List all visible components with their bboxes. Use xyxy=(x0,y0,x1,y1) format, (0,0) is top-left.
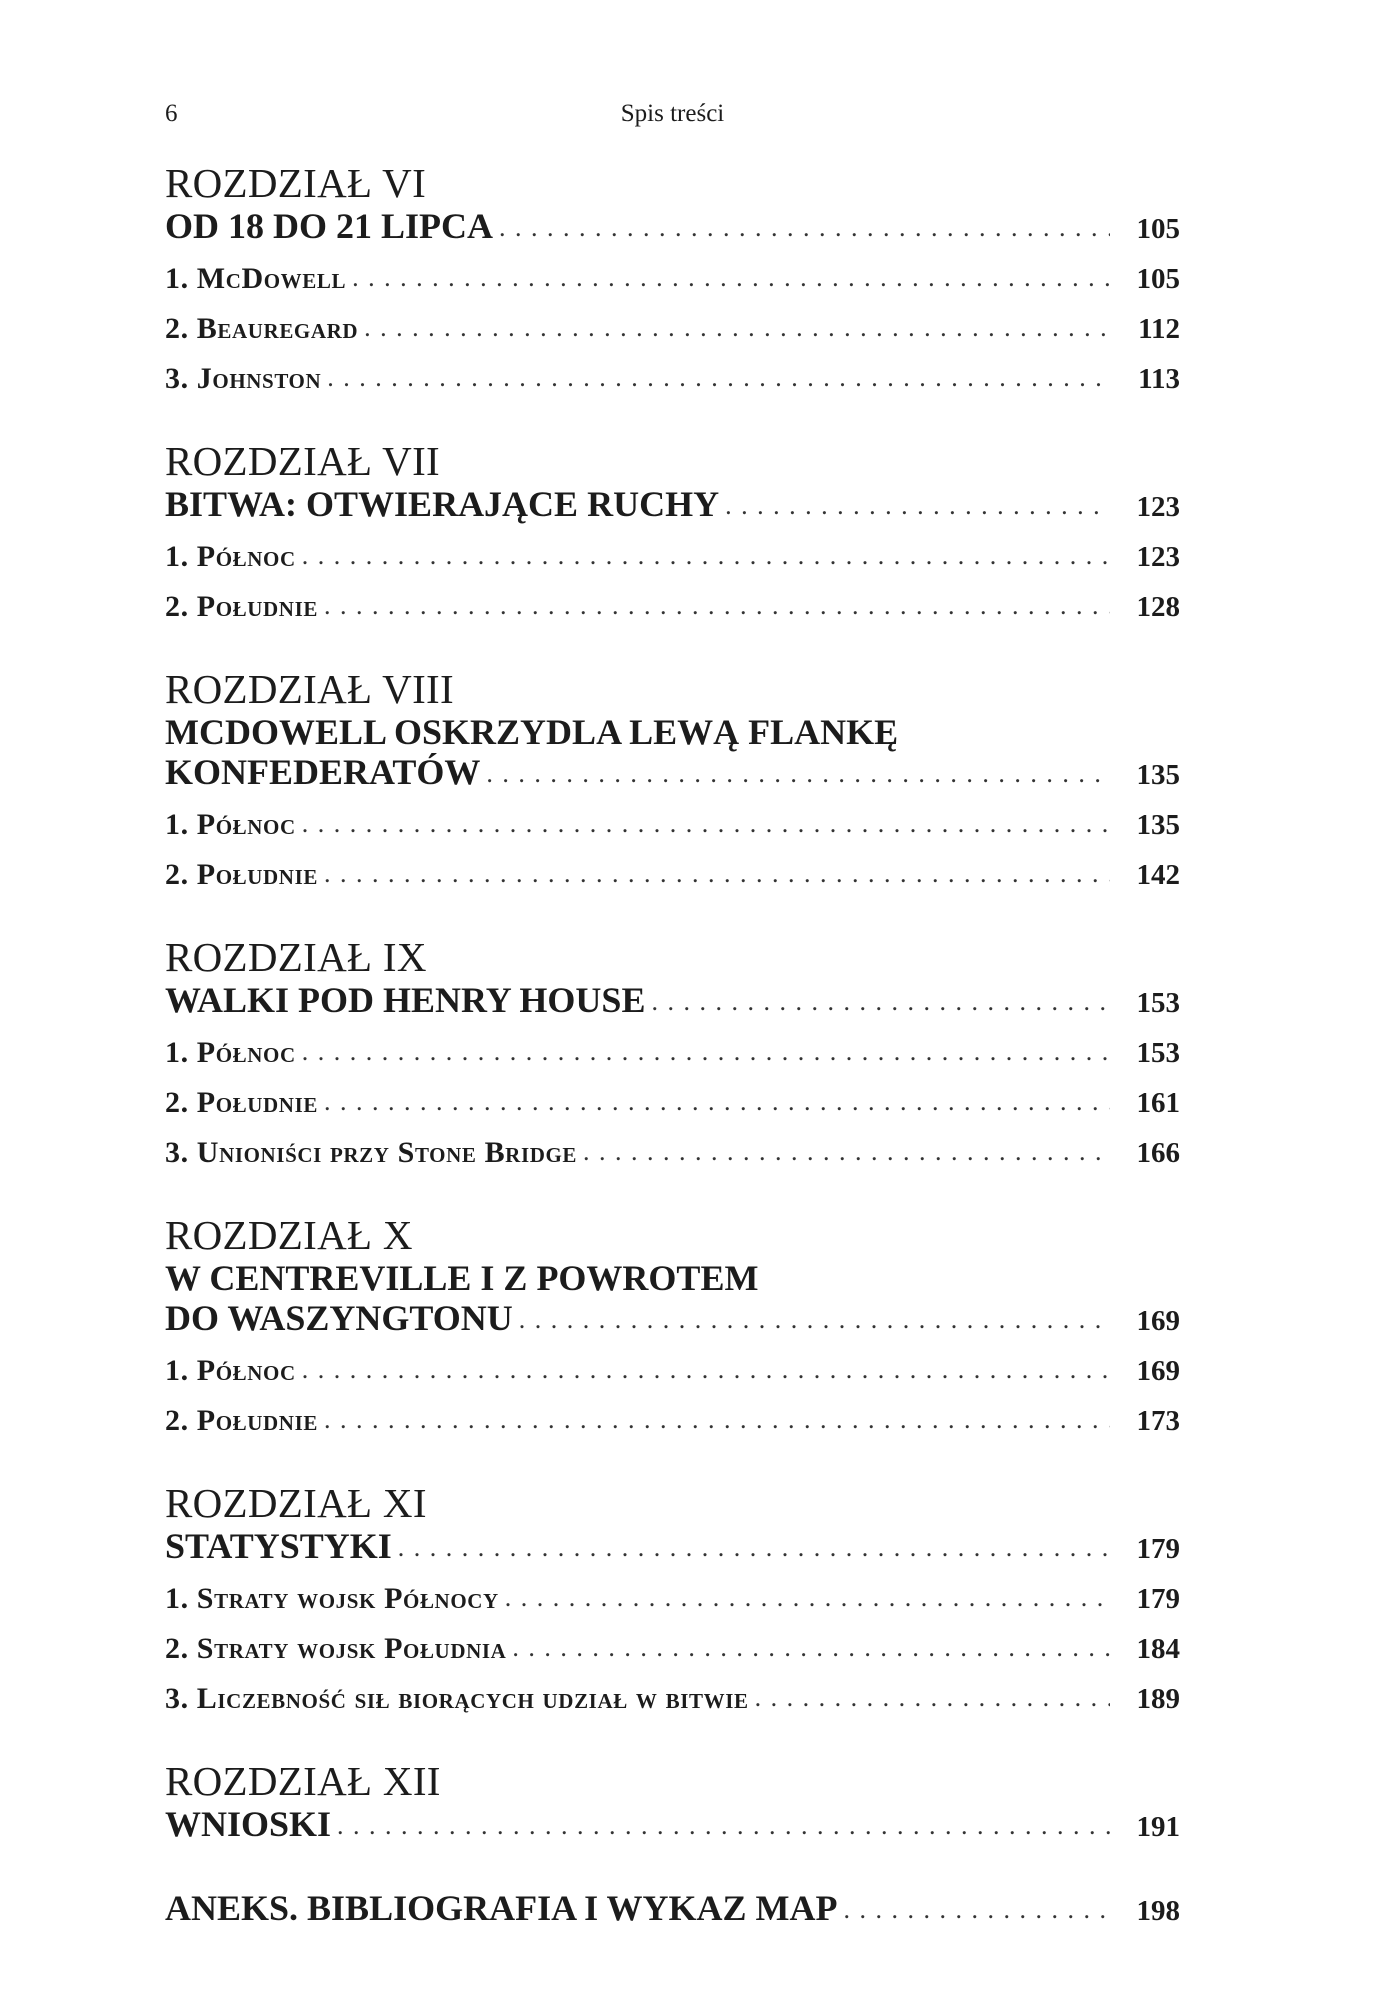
dot-leader xyxy=(505,1583,1110,1613)
dot-leader xyxy=(302,809,1110,839)
section-title: 3. Liczebność sił biorących udział w bitwie xyxy=(165,1682,749,1715)
section-title: 1. Straty wojsk Północy xyxy=(165,1582,499,1615)
toc-section-entry[interactable] xyxy=(165,588,1180,626)
page-ref: 169 xyxy=(1136,1355,1180,1387)
section-title: 3. Johnston xyxy=(165,362,322,395)
chapter-label: ROZDZIAŁ VII xyxy=(165,438,440,484)
chapter-label: ROZDZIAŁ XI xyxy=(165,1480,427,1526)
page-number: 6 xyxy=(165,100,178,127)
toc-section-entry[interactable] xyxy=(165,1580,1180,1618)
dot-leader xyxy=(302,1037,1110,1067)
page-ref: 153 xyxy=(1136,987,1180,1019)
chapter-12 xyxy=(165,1758,1180,1844)
page-ref: 123 xyxy=(1136,491,1180,523)
dot-leader xyxy=(583,1137,1110,1167)
dot-leader xyxy=(755,1683,1110,1713)
page-ref: 191 xyxy=(1136,1811,1180,1843)
dot-leader xyxy=(398,1533,1110,1563)
toc-section-entry[interactable] xyxy=(165,1034,1180,1072)
chapter-title-line: W CENTREVILLE I Z POWROTEM xyxy=(165,1258,759,1298)
page-ref: 142 xyxy=(1136,859,1180,891)
chapter-label: ROZDZIAŁ IX xyxy=(165,934,427,980)
section-title: 1. Północ xyxy=(165,808,296,841)
page-ref: 179 xyxy=(1136,1583,1180,1615)
toc-section-entry[interactable] xyxy=(165,856,1180,894)
chapter-title-entry[interactable] xyxy=(165,752,1180,792)
section-title: 1. Północ xyxy=(165,540,296,573)
chapter-title: WALKI POD HENRY HOUSE xyxy=(165,980,646,1020)
dot-leader xyxy=(725,491,1110,521)
page-ref: 128 xyxy=(1136,591,1180,623)
dot-leader xyxy=(327,363,1110,393)
section-title: 1. McDowell xyxy=(165,262,347,295)
chapter-title-entry[interactable] xyxy=(165,484,1180,524)
dot-leader xyxy=(843,1895,1110,1925)
chapter-title-entry[interactable] xyxy=(165,980,1180,1020)
section-title: 2. Południe xyxy=(165,1086,318,1119)
chapter-title: DO WASZYNGTONU xyxy=(165,1298,513,1338)
page-ref: 189 xyxy=(1136,1683,1180,1715)
section-title: 2. Straty wojsk Południa xyxy=(165,1632,507,1665)
dot-leader xyxy=(512,1633,1110,1663)
dot-leader xyxy=(486,759,1110,789)
dot-leader xyxy=(324,859,1110,889)
page-ref: 179 xyxy=(1136,1533,1180,1565)
chapter-6 xyxy=(165,160,1180,398)
dot-leader xyxy=(302,541,1110,571)
toc-section-entry[interactable] xyxy=(165,1680,1180,1718)
section-title: 1. Północ xyxy=(165,1354,296,1387)
chapter-title-entry[interactable] xyxy=(165,1298,1180,1338)
dot-leader xyxy=(324,1087,1110,1117)
page-ref: 105 xyxy=(1136,263,1180,295)
chapter-label: ROZDZIAŁ X xyxy=(165,1212,413,1258)
page-ref: 166 xyxy=(1136,1137,1180,1169)
chapter-title: KONFEDERATÓW xyxy=(165,752,481,792)
chapter-label: ROZDZIAŁ XII xyxy=(165,1758,441,1804)
toc-section-entry[interactable] xyxy=(165,260,1180,298)
page-ref: 153 xyxy=(1136,1037,1180,1069)
toc-section-entry[interactable] xyxy=(165,1352,1180,1390)
dot-leader xyxy=(499,213,1110,243)
page-ref: 105 xyxy=(1136,213,1180,245)
page-ref: 135 xyxy=(1136,809,1180,841)
page-ref: 135 xyxy=(1136,759,1180,791)
running-head-title: Spis treści xyxy=(620,100,725,127)
toc-section-entry[interactable] xyxy=(165,310,1180,348)
dot-leader xyxy=(337,1811,1110,1841)
chapter-title: BITWA: OTWIERAJĄCE RUCHY xyxy=(165,484,720,524)
chapter-title-entry[interactable] xyxy=(165,1526,1180,1566)
toc-section-entry[interactable] xyxy=(165,806,1180,844)
table-of-contents xyxy=(165,160,1180,1928)
chapter-7 xyxy=(165,438,1180,626)
chapter-label: ROZDZIAŁ VIII xyxy=(165,666,454,712)
toc-section-entry[interactable] xyxy=(165,1134,1180,1172)
toc-section-entry[interactable] xyxy=(165,1402,1180,1440)
page-ref: 123 xyxy=(1136,541,1180,573)
dot-leader xyxy=(651,987,1110,1017)
page-ref: 113 xyxy=(1138,363,1180,395)
annex-title: ANEKS. BIBLIOGRAFIA I WYKAZ MAP xyxy=(165,1888,838,1928)
chapter-label: ROZDZIAŁ VI xyxy=(165,160,427,206)
page-ref: 173 xyxy=(1136,1405,1180,1437)
toc-section-entry[interactable] xyxy=(165,360,1180,398)
dot-leader xyxy=(324,1405,1110,1435)
chapter-11 xyxy=(165,1480,1180,1718)
dot-leader xyxy=(364,313,1110,343)
page-ref: 169 xyxy=(1136,1305,1180,1337)
chapter-8 xyxy=(165,666,1180,894)
section-title: 2. Południe xyxy=(165,590,318,623)
section-title: 2. Południe xyxy=(165,1404,318,1437)
dot-leader xyxy=(352,263,1110,293)
running-head xyxy=(165,100,1180,140)
chapter-title-line: MCDOWELL OSKRZYDLA LEWĄ FLANKĘ xyxy=(165,712,899,752)
section-title: 1. Północ xyxy=(165,1036,296,1069)
section-title: 2. Południe xyxy=(165,858,318,891)
dot-leader xyxy=(324,591,1110,621)
page-ref: 112 xyxy=(1138,313,1180,345)
toc-section-entry[interactable] xyxy=(165,1084,1180,1122)
annex-entry[interactable] xyxy=(165,1888,1180,1928)
dot-leader xyxy=(519,1305,1110,1335)
chapter-10 xyxy=(165,1212,1180,1440)
dot-leader xyxy=(302,1355,1110,1385)
chapter-9 xyxy=(165,934,1180,1172)
chapter-title-entry[interactable] xyxy=(165,1804,1180,1844)
page-ref: 184 xyxy=(1136,1633,1180,1665)
chapter-title: OD 18 DO 21 LIPCA xyxy=(165,206,494,246)
section-title: 3. Unioniści przy Stone Bridge xyxy=(165,1136,578,1169)
toc-section-entry[interactable] xyxy=(165,1630,1180,1668)
page-ref: 161 xyxy=(1136,1087,1180,1119)
section-title: 2. Beauregard xyxy=(165,312,359,345)
chapter-title: WNIOSKI xyxy=(165,1804,332,1844)
chapter-title-entry[interactable] xyxy=(165,206,1180,246)
toc-section-entry[interactable] xyxy=(165,538,1180,576)
chapter-title: STATYSTYKI xyxy=(165,1526,392,1566)
page-ref: 198 xyxy=(1136,1895,1180,1927)
annex xyxy=(165,1888,1180,1928)
